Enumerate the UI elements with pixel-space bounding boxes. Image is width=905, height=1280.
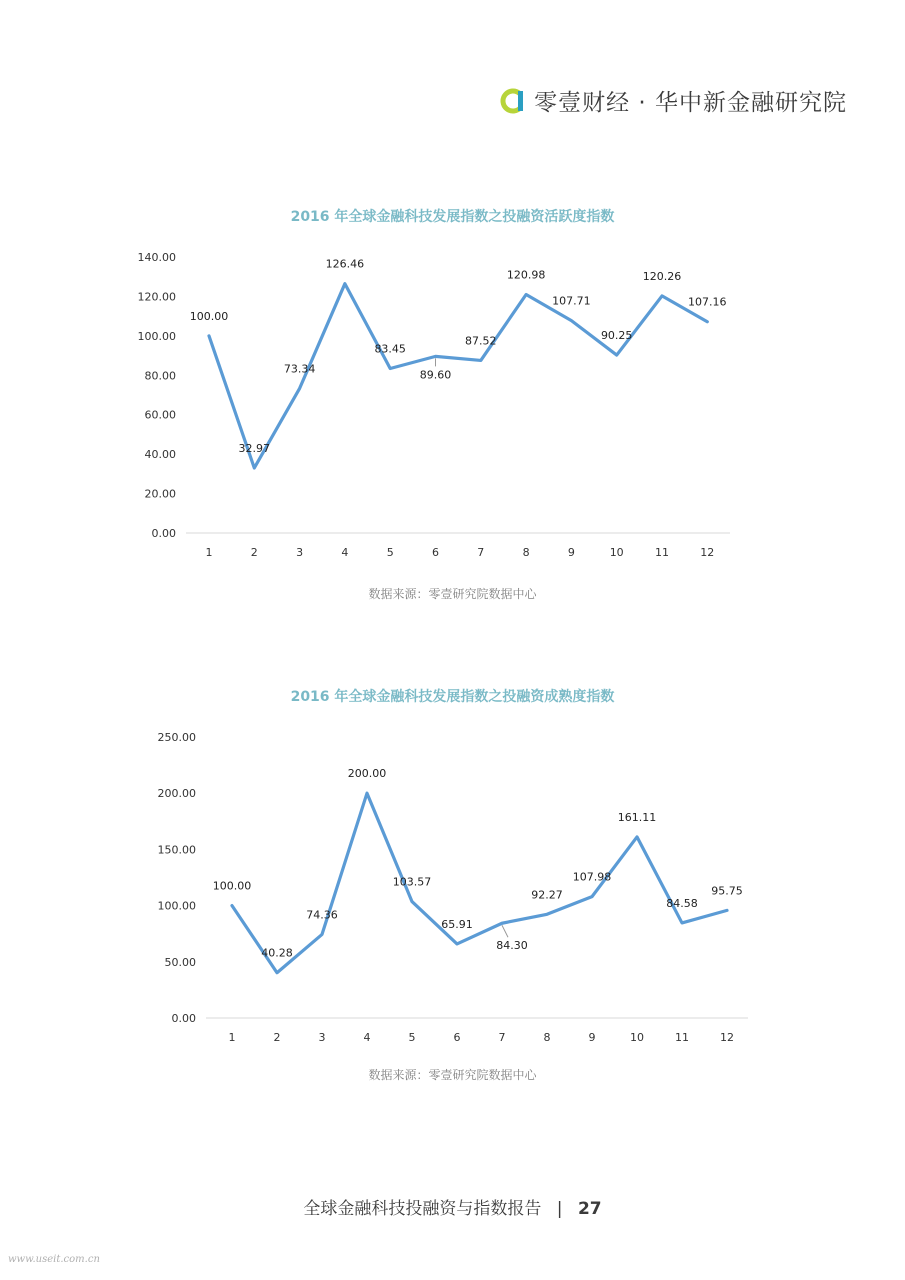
y-tick-label: 50.00 [164,955,196,969]
x-tick-label: 1 [228,1031,236,1044]
data-label: 107.16 [688,295,727,309]
footer-separator: | [556,1199,563,1219]
y-tick-label: 60.00 [144,408,176,422]
data-label: 107.71 [552,294,591,308]
leader-line [502,925,508,937]
data-label: 107.98 [572,870,612,884]
data-label: 103.57 [392,875,432,889]
x-tick-label: 7 [498,1031,506,1044]
x-tick-label: 3 [296,546,304,559]
data-label: 92.27 [531,888,563,902]
report-title: 全球金融科技投融资与指数报告 [303,1199,542,1219]
series-line [209,284,707,468]
x-tick-label: 8 [522,546,530,559]
chart-2-title: 2016 年全球金融科技发展指数之投融资成熟度指数 [290,689,615,705]
brand-logo-icon [500,87,528,115]
y-tick-label: 150.00 [157,843,196,857]
x-tick-label: 9 [567,546,575,559]
x-tick-label: 1 [205,546,213,559]
x-tick-label: 6 [453,1031,461,1044]
header [500,84,847,117]
x-tick-label: 2 [273,1031,281,1044]
x-tick-label: 4 [341,546,349,559]
x-tick-label: 10 [609,546,624,559]
chart-2-source: 数据来源：零壹研究院数据中心 [368,1068,537,1082]
x-tick-label: 7 [477,546,485,559]
x-tick-label: 12 [720,1031,734,1044]
data-label: 90.25 [600,329,633,343]
y-tick-label: 250.00 [157,731,196,744]
page-footer [0,1194,905,1219]
watermark-text: www.useit.com.cn [8,1254,100,1265]
data-label: 95.75 [711,884,743,898]
y-tick-label: 0.00 [171,1012,196,1025]
x-tick-label: 12 [700,546,715,559]
x-tick-label: 3 [318,1031,326,1044]
y-tick-label: 0.00 [151,527,176,540]
data-label: 120.98 [506,268,546,282]
x-tick-label: 10 [630,1031,644,1044]
x-tick-label: 9 [588,1031,596,1044]
data-label: 83.45 [374,342,406,356]
data-label: 32.97 [238,442,271,456]
data-label: 84.30 [496,939,528,953]
data-label: 100.00 [189,309,229,323]
data-label: 84.58 [666,896,698,910]
x-tick-label: 6 [432,546,439,559]
data-label: 200.00 [347,767,387,781]
y-tick-label: 40.00 [144,448,176,462]
data-label: 40.28 [261,946,293,960]
y-tick-label: 120.00 [137,290,176,304]
y-tick-label: 200.00 [157,787,196,801]
y-tick-label: 100.00 [137,329,176,343]
chart-2-maturity-index [0,720,905,1050]
data-label: 161.11 [617,810,657,824]
x-tick-label: 11 [675,1031,689,1044]
x-tick-label: 8 [543,1031,551,1044]
y-tick-label: 100.00 [157,899,196,913]
data-label: 73.34 [283,362,316,376]
x-tick-label: 11 [655,546,669,559]
data-label: 89.60 [419,368,452,382]
brand-name: 零壹财经 · 华中新金融研究院 [534,90,847,116]
data-label: 100.00 [212,879,252,893]
data-label: 74.36 [306,908,338,922]
x-tick-label: 2 [250,546,258,559]
y-tick-label: 140.00 [137,251,176,264]
page-number: 27 [577,1199,602,1219]
chart-1-activity-index [0,240,905,570]
x-tick-label: 4 [363,1031,371,1044]
x-tick-label: 5 [408,1031,416,1044]
data-label: 65.91 [441,917,473,931]
data-label: 120.26 [642,269,682,283]
chart-1-title: 2016 年全球金融科技发展指数之投融资活跃度指数 [290,209,615,225]
data-label: 87.52 [465,334,497,348]
y-tick-label: 80.00 [144,369,176,383]
chart-1-source: 数据来源：零壹研究院数据中心 [368,587,537,601]
y-tick-label: 20.00 [144,487,176,501]
x-tick-label: 5 [386,546,394,559]
data-label: 126.46 [325,257,365,271]
